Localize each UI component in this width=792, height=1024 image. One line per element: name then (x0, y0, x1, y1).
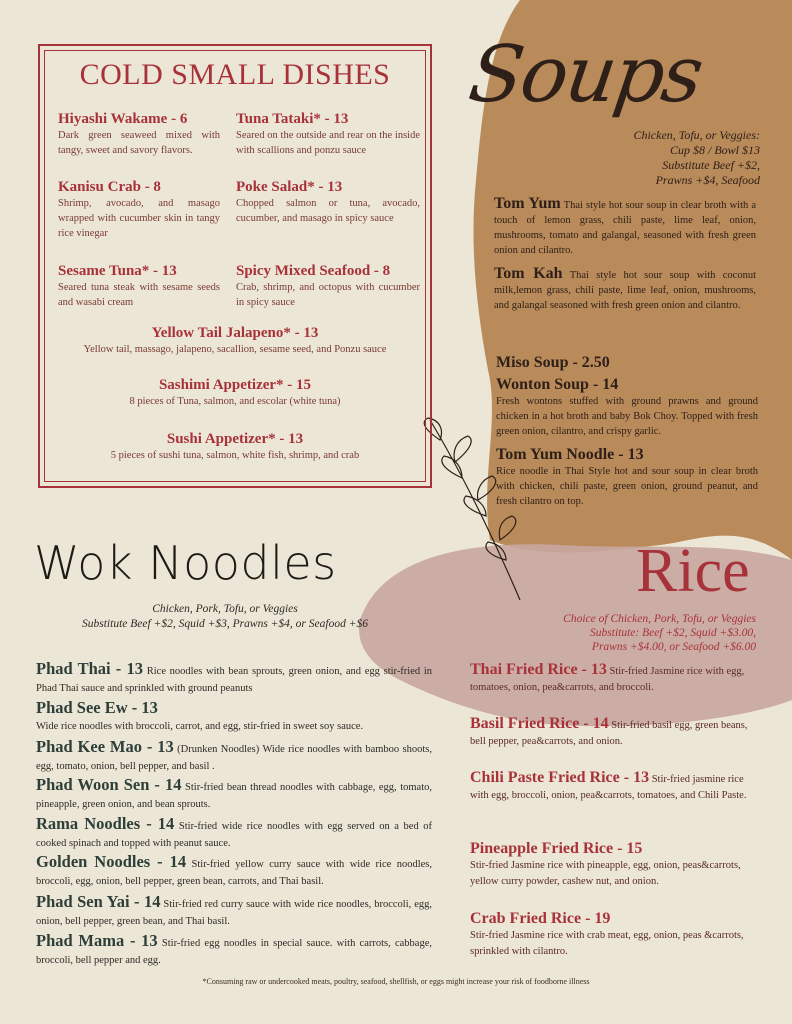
rice-name: Crab Fried Rice - 19 (470, 910, 611, 927)
noodle-desc: Stir-fried yellow curry sauce with wide rice noodles, broccoli, egg, onion, bell pepper, green bean, carrots, and Thai basil. (36, 859, 432, 887)
noodle-item (36, 776, 432, 813)
soup-item (494, 196, 756, 258)
cold-item (236, 178, 420, 226)
rice-name: Pineapple Fried Rice - 15 (470, 840, 643, 857)
noodle-name: Phad Thai - 13 (36, 659, 144, 678)
dish-name: Hiyashi Wakame - 6 (58, 111, 188, 127)
dish-name: Sashimi Appetizer* - 15 (158, 377, 312, 393)
dish-desc: Yellow tail, massago, jalapeno, sacallion, sesame seed, and Ponzu sauce (83, 344, 387, 355)
soup-desc: Thai style hot sour soup in clear broth with a touch of lemon grass, chili paste, lime leaf, onion, mushrooms, tomato and galangal, seasoned with fresh green onion and cilantro. (494, 200, 757, 256)
noodle-name: Phad Woon Sen - 14 (36, 775, 182, 794)
dish-name: Sushi Appetizer* - 13 (166, 431, 304, 447)
rice-name: Chili Paste Fried Rice - 13 (470, 769, 650, 786)
noodle-name: Rama Noodles - 14 (36, 814, 175, 833)
cold-item (58, 262, 220, 310)
wok-subtitle (40, 602, 410, 632)
rice-sub-line: Substitute: Beef +$2, Squid +$3.00, (590, 627, 756, 639)
noodle-desc: Rice noodles with bean sprouts, green onion, and egg stir-fried in Phad Thai sauce and sprinkled with ground peanuts (36, 666, 433, 694)
cold-item (52, 430, 418, 463)
dish-name: Tuna Tataki* - 13 (236, 111, 349, 127)
noodle-item (36, 660, 432, 697)
rice-item (470, 662, 758, 696)
cold-item (236, 110, 420, 158)
dish-name: Sesame Tuna* - 13 (58, 263, 177, 279)
cold-item (236, 262, 420, 310)
footnote: *Consuming raw or undercooked meats, poultry, seafood, shellfish, or eggs might increase your risk of foodborne illness (202, 977, 590, 986)
soup-item (496, 376, 758, 439)
noodle-desc: Stir-fried wide rice noodles with egg served on a bed of cooked spinach and topped with peanut sauce. (36, 821, 433, 849)
noodle-desc: Wide rice noodles with broccoli, carrot, and egg, stir-fried in sweet soy sauce. (36, 721, 364, 732)
noodle-name: Phad Sen Yai - 14 (36, 892, 161, 911)
soup-item (496, 446, 758, 509)
dish-desc: Chopped salmon or tuna, avocado, cucumber, and masago in spicy sauce (236, 198, 420, 224)
rice-name: Thai Fried Rice - 13 (470, 661, 607, 678)
soup-name: Wonton Soup - 14 (496, 376, 619, 393)
rice-desc: Stir-fried basil egg, green beans, bell pepper, pea&carrots, and onion. (470, 720, 748, 747)
noodle-name: Phad See Ew - 13 (36, 698, 158, 717)
noodle-item (36, 853, 432, 890)
dish-desc: Seared tuna steak with sesame seeds and wasabi cream (58, 282, 220, 308)
noodle-item (36, 932, 432, 969)
soup-desc: Rice noodle in Thai Style hot and sour soup in clear broth with chicken, chili paste, green onion, ground peanut, and fresh cilantro on top. (496, 466, 758, 507)
rice-subtitle (540, 612, 756, 654)
dish-desc: Crab, shrimp, and octopus with cucumber in spicy sauce (236, 282, 420, 308)
rice-name: Basil Fried Rice - 14 (470, 715, 609, 732)
dish-desc: Seared on the outside and rear on the inside with scallions and ponzu sauce (236, 130, 420, 156)
dish-desc: 5 pieces of sushi tuna, salmon, white fish, shrimp, and crab (110, 450, 360, 461)
soup-item (496, 354, 758, 372)
soups-sub-line: Substitute Beef +$2, (662, 158, 760, 172)
dish-desc: Dark green seaweed mixed with tangy, sweet and savory flavors. (58, 130, 220, 156)
rice-item (470, 770, 758, 804)
dish-name: Spicy Mixed Seafood - 8 (236, 263, 391, 279)
rice-desc: Stir-fried Jasmine rice with egg, tomatoes, onion, pea&carrots, and broccoli. (470, 666, 745, 693)
soups-sub-line: Chicken, Tofu, or Veggies: (633, 128, 760, 142)
noodle-desc: Stir-fried bean thread noodles with cabbage, egg, tomato, pineapple, green onion, and bean sprouts. (36, 782, 433, 810)
rice-sub-line: Choice of Chicken, Pork, Tofu, or Veggies (563, 613, 756, 625)
noodle-item (36, 738, 432, 775)
cold-item (58, 178, 220, 241)
rice-desc: Stir-fried jasmine rice with egg, broccoli, onion, pea&carrots, tomatoes, and Chili Paste. (470, 774, 747, 801)
soup-name: Tom Yum (494, 195, 561, 212)
noodle-desc: Stir-fried egg noodles in special sauce. with carrots, cabbage, broccoli, bell pepper and egg. (36, 938, 432, 966)
soup-item (494, 266, 756, 313)
dish-name: Kanisu Crab - 8 (58, 179, 161, 195)
cold-item (52, 324, 418, 357)
soups-subtitle (560, 128, 760, 188)
rice-item (470, 716, 758, 750)
soup-name: Tom Kah (494, 265, 563, 282)
noodle-item (36, 893, 432, 930)
noodle-item (36, 815, 432, 852)
rice-item (470, 910, 758, 960)
soup-name: Tom Yum Noodle - 13 (496, 446, 644, 463)
dish-name: Poke Salad* - 13 (236, 179, 343, 195)
soups-title: Soups (463, 30, 707, 120)
soup-name: Miso Soup - 2.50 (496, 354, 610, 371)
cold-dishes-title: COLD SMALL DISHES (79, 58, 391, 91)
noodle-name: Golden Noodles - 14 (36, 852, 187, 871)
rice-item (470, 840, 758, 890)
dish-desc: Shrimp, avocado, and masago wrapped with cucumber skin in tangy rice vinegar (58, 198, 220, 239)
rice-title: Rice (636, 537, 750, 605)
soup-desc: Thai style hot sour soup with coconut milk,lemon grass, chili paste, lime leaf, onion, mushrooms, and galangal seasoned with fresh green onion and cilantro. (494, 270, 756, 311)
rice-desc: Stir-fried Jasmine rice with crab meat, egg, onion, peas &carrots, sprinkled with cilantro. (470, 930, 744, 957)
rice-sub-line: Prawns +$4.00, or Seafood +$6.00 (591, 641, 756, 653)
noodle-desc: Stir-fried red curry sauce with wide rice noodles, broccoli, egg, onion, bell pepper, green bean, and Thai basil. (36, 899, 432, 927)
noodle-desc: (Drunken Noodles) Wide rice noodles with bamboo shoots, egg, tomato, onion, bell pepper, and basil . (36, 744, 433, 772)
dish-desc: 8 pieces of Tuna, salmon, and escolar (white tuna) (129, 396, 341, 407)
wok-noodles-title: Wok Noodles (34, 536, 337, 590)
noodle-name: Phad Mama - 13 (36, 931, 158, 950)
wok-sub-line: Substitute Beef +$2, Squid +$3, Prawns +$4, or Seafood +$6 (82, 618, 368, 630)
cold-item (58, 110, 220, 158)
noodle-name: Phad Kee Mao - 13 (36, 737, 174, 756)
soup-desc: Fresh wontons stuffed with ground prawns and ground chicken in a hot broth and baby Bok Choy. Topped with fresh green onion, cilantro, and crispy garlic. (496, 396, 758, 437)
cold-item (52, 376, 418, 409)
wok-sub-line: Chicken, Pork, Tofu, or Veggies (152, 603, 298, 615)
soups-sub-line: Cup $8 / Bowl $13 (669, 143, 760, 157)
noodle-item (36, 698, 432, 735)
soups-sub-line: Prawns +$4, Seafood (655, 173, 760, 187)
dish-name: Yellow Tail Jalapeno* - 13 (151, 325, 319, 341)
rice-desc: Stir-fried Jasmine rice with pineapple, egg, onion, peas&carrots, yellow curry powder, cashew nut, and onion. (470, 860, 741, 887)
